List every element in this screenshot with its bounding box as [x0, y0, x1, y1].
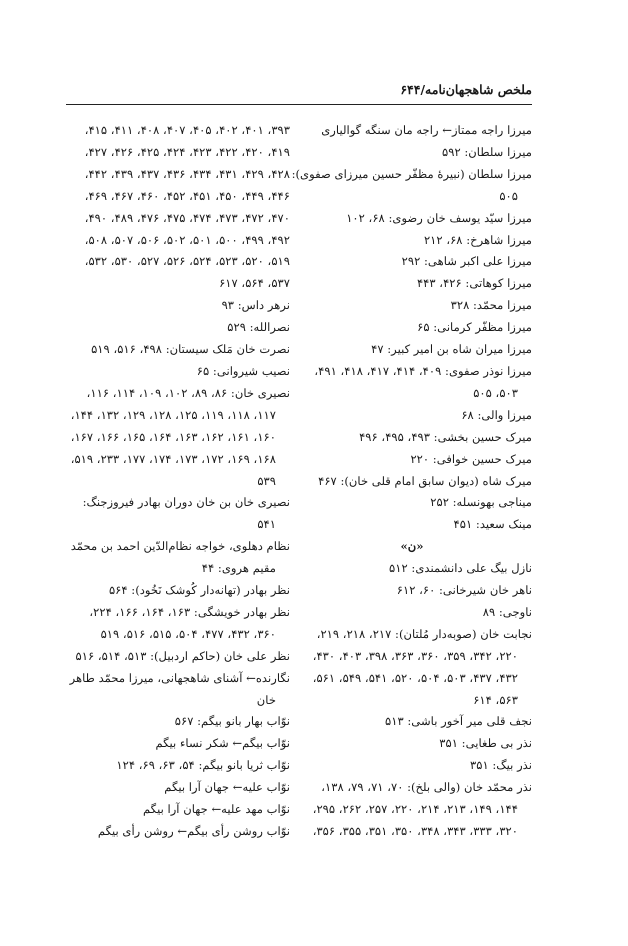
- index-entry: ۵۶۳، ۶۱۴: [473, 692, 518, 707]
- index-entry: نجف قلی میر آخور باشی: ۵۱۳: [385, 714, 532, 729]
- index-entry: ۵۰۵: [499, 188, 518, 203]
- index-entry: میرزا شاهرخ: ۶۸، ۲۱۲: [423, 232, 532, 247]
- index-entry: نصیری خان بن خان دوران بهادر فیروزجنگ:: [82, 495, 290, 510]
- index-entry: ناوجی: ۸۹: [482, 604, 532, 619]
- index-entry: میرزا علی اکبر شاهی: ۲۹۲: [401, 254, 532, 269]
- index-entry: میرک شاه (دیوان سابق امام قلی خان): ۴۶۷: [318, 473, 532, 488]
- index-entry: میرزا محمّد: ۳۲۸: [450, 298, 532, 313]
- index-entry: میرزا سلطان: ۵۹۲: [442, 144, 532, 159]
- index-entry: ۱۴۴، ۱۴۹، ۲۱۳، ۲۱۴، ۲۲۰، ۲۵۷، ۲۶۲، ۲۹۵،: [312, 802, 518, 817]
- index-entry: میرک حسین خوافی: ۲۲۰: [410, 451, 532, 466]
- index-entry: ۴۲۸، ۴۲۹، ۴۳۱، ۴۳۴، ۴۳۶، ۴۳۷، ۴۳۹، ۴۴۲،: [84, 166, 290, 181]
- index-entry: نصیری خان: ۸۶، ۸۹، ۱۰۲، ۱۰۹، ۱۱۴، ۱۱۶،: [86, 385, 290, 400]
- index-entry: ۳۹۳، ۴۰۱، ۴۰۲، ۴۰۵، ۴۰۷، ۴۰۸، ۴۱۱، ۴۱۵،: [84, 123, 290, 137]
- index-entry: نازل بیگ علی دانشمندی: ۵۱۲: [389, 561, 532, 576]
- index-entry: ۱۶۰، ۱۶۱، ۱۶۲، ۱۶۳، ۱۶۴، ۱۶۵، ۱۶۶، ۱۶۷،: [70, 429, 276, 444]
- index-entry: خان: [256, 692, 276, 707]
- index-entry: ۱۶۸، ۱۶۹، ۱۷۲، ۱۷۳، ۱۷۴، ۱۷۷، ۲۳۳، ۵۱۹،: [70, 451, 276, 466]
- index-entry: مقیم هروی: ۴۴: [201, 561, 276, 576]
- index-entry: ۵۳۹: [257, 473, 276, 488]
- page-title: ملخص شاهجهان‌نامه/۶۴۴: [400, 82, 532, 97]
- index-entry: میرزا سلطان (نبیرهٔ مظفّر حسین میرزای صفوی):: [292, 166, 532, 181]
- index-entry: ۵۰۳، ۵۰۵: [473, 385, 518, 400]
- index-entry: ۴۹۲، ۴۹۹، ۵۰۰، ۵۰۱، ۵۰۲، ۵۰۶، ۵۰۷، ۵۰۸،: [84, 232, 290, 247]
- index-entry: میناجی بهونسله: ۲۵۲: [430, 495, 532, 510]
- index-entry: نوّاب مهد علیه← جهان آرا بیگم: [142, 802, 290, 817]
- index-entry: ۵۱۹، ۵۲۰، ۵۲۳، ۵۲۴، ۵۲۶، ۵۲۷، ۵۳۰، ۵۳۲،: [84, 254, 290, 269]
- index-entry: نوّاب روشن رأی بیگم← روشن رأی بیگم: [97, 824, 290, 838]
- index-entry: نذر بیگ: ۳۵۱: [470, 758, 532, 773]
- index-entry: نوّاب بهار بانو بیگم: ۵۶۷: [174, 714, 290, 729]
- index-entry: نصیب شیروانی: ۶۵: [196, 363, 290, 378]
- index-entry: نذر محمّد خان (والی بلخ): ۷۰، ۷۱، ۷۹، ۱۳۸،: [321, 780, 532, 795]
- index-entry: ۵۳۷، ۵۶۴، ۶۱۷: [219, 276, 290, 291]
- index-entry: نذر بی طغایی: ۳۵۱: [439, 736, 532, 751]
- index-entry: میرزا میران شاه بن امیر کبیر: ۴۷: [371, 342, 532, 357]
- index-entry: نجابت خان (صوبه‌دار مُلتان): ۲۱۷، ۲۱۸، ۲۱۹،: [316, 626, 532, 641]
- index-entry: میرک حسین بخشی: ۴۹۳، ۴۹۵، ۴۹۶: [359, 429, 532, 444]
- index-entry: ۱۱۷، ۱۱۸، ۱۱۹، ۱۲۵، ۱۲۸، ۱۲۹، ۱۳۲، ۱۴۴،: [70, 407, 276, 422]
- index-entry: نرهر داس: ۹۳: [221, 298, 290, 313]
- index-entry: ۴۷۰، ۴۷۲، ۴۷۳، ۴۷۴، ۴۷۵، ۴۷۶، ۴۸۹، ۴۹۰،: [84, 210, 290, 225]
- index-entry: نگارنده← آشنای شاهجهانی، میرزا محمّد طاهر: [69, 670, 290, 685]
- index-column-left: [68, 120, 290, 843]
- index-entry: ۴۴۶، ۴۴۹، ۴۵۰، ۴۵۱، ۴۵۲، ۴۶۰، ۴۶۷، ۴۶۹،: [84, 188, 290, 203]
- index-entry: میرزا مظفّر کرمانی: ۶۵: [417, 320, 532, 335]
- section-letter-heading: «ن»: [400, 539, 424, 554]
- index-entry: ناهر خان شیرخانی: ۶۰، ۶۱۲: [396, 583, 532, 598]
- index-entry: ۵۴۱: [257, 517, 276, 532]
- index-entry: نوّاب علیه← جهان آرا بیگم: [164, 780, 290, 795]
- index-entry: نوّاب بیگم← شکر نساء بیگم: [155, 736, 290, 751]
- index-entry: میرزا والی: ۶۸: [461, 407, 532, 422]
- index-entry: نصرت خان مَلک سیستان: ۴۹۸، ۵۱۶، ۵۱۹: [91, 342, 290, 357]
- index-entry: نظام دهلوی، خواجه نظام‌الدّین احمد بن محمّد: [70, 539, 290, 554]
- index-entry: نوّاب ثریا بانو بیگم: ۵۴، ۶۳، ۶۹، ۱۲۴: [116, 758, 290, 773]
- index-entry: ۳۶۰، ۴۳۲، ۴۷۷، ۵۰۴، ۵۱۵، ۵۱۶، ۵۱۹: [100, 626, 276, 641]
- index-entry: نظر بهادر (تهانه‌دار کُوشک نَخُود): ۵۶۴: [108, 583, 290, 598]
- index-entry: میرزا نوذر صفوی: ۴۰۹، ۴۱۴، ۴۱۷، ۴۱۸، ۴۹۱،: [314, 363, 532, 378]
- index-entry: ۲۲۰، ۳۴۲، ۳۵۹، ۳۶۰، ۳۶۳، ۳۹۸، ۴۰۳، ۴۳۰،: [312, 648, 518, 663]
- index-entry: ۴۳۲، ۴۳۷، ۵۰۳، ۵۰۴، ۵۲۰، ۵۴۱، ۵۴۹، ۵۶۱،: [312, 670, 518, 685]
- index-entry: نظر علی خان (حاکم اردبیل): ۵۱۳، ۵۱۴، ۵۱۶: [75, 648, 290, 663]
- index-entry: ۴۱۹، ۴۲۰، ۴۲۲، ۴۲۳، ۴۲۴، ۴۲۵، ۴۲۶، ۴۲۷،: [84, 144, 290, 159]
- index-column-right: [292, 120, 532, 843]
- index-entry: ۳۲۰، ۳۳۳، ۳۴۳، ۳۴۸، ۳۵۰، ۳۵۱، ۳۵۵، ۳۵۶،: [312, 824, 518, 838]
- index-entry: نظر بهادر خویشگی: ۱۶۳، ۱۶۴، ۱۶۶، ۲۲۴،: [89, 604, 290, 619]
- index-entry: میرزا راجه ممتاز← راجه مان سنگه گوالیاری: [321, 123, 532, 137]
- index-entry: میرزا کوهاتی: ۴۲۶، ۴۴۳: [416, 276, 532, 291]
- index-entry: نصرالله: ۵۲۹: [227, 320, 290, 335]
- page-header: [66, 82, 532, 105]
- index-entry: میرزا سیّد یوسف خان رضوی: ۶۸، ۱۰۲: [346, 210, 532, 225]
- index-entry: مینک سعید: ۴۵۱: [453, 517, 532, 532]
